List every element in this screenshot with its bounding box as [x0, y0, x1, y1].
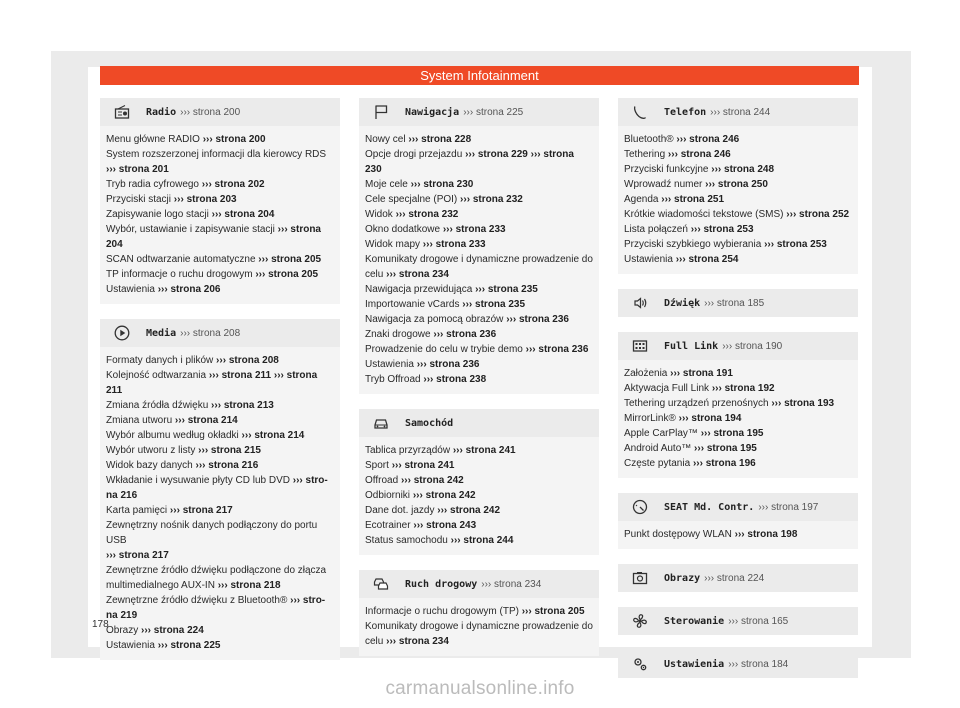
full-link-icon	[632, 338, 648, 354]
speaker-icon	[632, 295, 648, 311]
page-reference-link[interactable]: ››› strona 230	[410, 179, 474, 190]
section-body-nawigacja	[359, 126, 599, 394]
page-reference-link[interactable]: ››› strona 211 ››› strona 211	[106, 370, 318, 396]
section-header-fulllink[interactable]	[618, 332, 858, 360]
list-item	[106, 623, 334, 638]
list-item	[106, 548, 334, 563]
item-text: Krótkie wiadomości tekstowe (SMS)	[624, 209, 787, 220]
item-text: Ustawienia	[106, 640, 158, 651]
page-reference-link[interactable]: ››› strona 217	[169, 505, 233, 516]
list-item	[365, 252, 593, 267]
page-reference-link[interactable]: ››› stro-	[292, 475, 328, 486]
list-item	[365, 237, 593, 252]
list-item	[365, 147, 593, 177]
section-title: Nawigacja	[405, 106, 460, 118]
item-text: Zewnętrzne źródło dźwięku z Bluetooth®	[106, 595, 291, 606]
list-item	[624, 207, 852, 222]
list-item	[365, 604, 593, 619]
page-reference-link[interactable]: ››› strona 224	[141, 625, 204, 636]
list-item	[624, 456, 852, 471]
page-reference-link[interactable]: ››› strona 194	[678, 413, 742, 424]
drive-mode-icon	[632, 499, 648, 515]
item-text: SCAN odtwarzanie automatyczne	[106, 254, 259, 265]
page-reference-link[interactable]: ››› strona 246	[667, 149, 731, 160]
list-item	[624, 396, 852, 411]
list-item	[365, 518, 593, 533]
page-reference-link[interactable]: ››› strona 241	[391, 460, 455, 471]
item-text: Wkładanie i wysuwanie płyty CD lub DVD	[106, 475, 293, 486]
page-reference-link[interactable]: ››› strona 243	[413, 520, 477, 531]
page-banner: System Infotainment	[100, 66, 859, 85]
list-item	[106, 593, 334, 608]
item-text: Android Auto™	[624, 443, 695, 454]
item-text: Wybór utworu z listy	[106, 445, 199, 456]
item-text: Komunikaty drogowe i dynamiczne prowadzenie do	[365, 621, 593, 632]
item-text: Cele specjalne (POI)	[365, 194, 461, 205]
item-text: Obrazy	[106, 625, 142, 636]
item-text: MirrorLink®	[624, 413, 679, 424]
item-text: Menu główne RADIO	[106, 134, 203, 145]
images-icon	[632, 570, 648, 586]
column-middle	[359, 98, 599, 656]
page-reference-link[interactable]: ››› strona 234	[386, 636, 449, 647]
page-reference-link[interactable]: ››› strona 242	[437, 505, 501, 516]
list-item	[365, 619, 593, 634]
page-reference-link[interactable]: ››› strona 253	[690, 224, 754, 235]
section-title: Ruch drogowy	[405, 578, 478, 590]
item-text: Tablica przyrządów	[365, 445, 453, 456]
item-text: Wybór albumu według okładki	[106, 430, 242, 441]
column-left	[100, 98, 340, 660]
list-item	[365, 357, 593, 372]
page-reference-link[interactable]: ››› strona 238	[423, 374, 487, 385]
list-item	[106, 503, 334, 518]
page-reference-link[interactable]: ››› strona 202	[201, 179, 265, 190]
page-reference-link[interactable]: ››› strona 236	[416, 359, 480, 370]
item-text: Przyciski szybkiego wybierania	[624, 239, 765, 250]
list-item	[365, 192, 593, 207]
list-item	[106, 608, 334, 623]
page-reference-link[interactable]: ››› strona 198	[734, 529, 798, 540]
section-body-samochod	[359, 437, 599, 555]
page-reference-link[interactable]: ››› strona 232	[395, 209, 459, 220]
page-number: 178	[92, 619, 109, 630]
item-text: Ecotrainer	[365, 520, 414, 531]
page-reference-link[interactable]: ››› strona 206	[157, 284, 221, 295]
list-item	[106, 368, 334, 398]
page-reference-link[interactable]: ››› strona 251	[661, 194, 725, 205]
item-text: Założenia	[624, 368, 671, 379]
list-item	[365, 488, 593, 503]
page-reference-link[interactable]: ››› strona 242	[400, 475, 464, 486]
page-reference-link[interactable]: ››› strona 214	[174, 415, 238, 426]
page-reference-link[interactable]: ››› strona 232	[460, 194, 523, 205]
page-reference-link[interactable]: ››› strona 236	[433, 329, 497, 340]
item-text: Zmiana utworu	[106, 415, 175, 426]
radio-icon	[114, 104, 130, 120]
page-reference-link[interactable]: ››› strona 200	[202, 134, 266, 145]
list-item	[365, 372, 593, 387]
item-text: Opcje drogi przejazdu	[365, 149, 466, 160]
page-reference-link[interactable]: na 219	[106, 610, 138, 621]
page-reference-link[interactable]: ››› strona 228	[408, 134, 472, 145]
page-reference-link[interactable]: ››› strona 205	[255, 269, 319, 280]
list-item	[106, 518, 334, 548]
page-reference-link[interactable]: ››› strona 204	[106, 224, 321, 250]
section-body-ruch	[359, 598, 599, 656]
page-reference-link[interactable]: ››› strona 233	[442, 224, 506, 235]
page-reference-link[interactable]: ››› strona 248	[711, 164, 775, 175]
section-body-radio	[100, 126, 340, 304]
list-item	[106, 162, 334, 177]
page-reference-link[interactable]: ››› strona 233	[422, 239, 486, 250]
page-reference-link[interactable]: ››› strona 250	[705, 179, 768, 190]
section-title: Radio	[146, 106, 177, 118]
item-text: Zapisywanie logo stacji	[106, 209, 212, 220]
list-item	[365, 327, 593, 342]
item-text: Kolejność odtwarzania	[106, 370, 209, 381]
list-item	[106, 222, 334, 252]
section-ref[interactable]: ››› strona 185	[704, 297, 765, 309]
section-header-telefon[interactable]	[618, 98, 858, 126]
item-text: Wprowadź numer	[624, 179, 706, 190]
list-item	[624, 411, 852, 426]
page-reference-link[interactable]: ››› strona 203	[173, 194, 237, 205]
item-text: celu	[365, 636, 387, 647]
list-item	[106, 398, 334, 413]
page-reference-link[interactable]: ››› strona 208	[216, 355, 279, 366]
page-reference-link[interactable]: ››› strona 254	[675, 254, 739, 265]
section-title: Obrazy	[664, 572, 701, 584]
page-reference-link[interactable]: ››› strona 236	[525, 344, 589, 355]
list-item	[106, 132, 334, 147]
page-reference-link[interactable]: ››› strona 218	[217, 580, 281, 591]
section-header-obrazy[interactable]	[618, 564, 858, 592]
item-text: Formaty danych i plików	[106, 355, 217, 366]
section-header-ustawienia[interactable]	[618, 650, 858, 678]
fan-icon	[632, 613, 648, 629]
page-reference-link[interactable]: ››› strona 205	[258, 254, 322, 265]
item-text: Zewnętrzne źródło dźwięku podłączone do złącza	[106, 565, 327, 576]
item-text: Nowy cel	[365, 134, 409, 145]
item-text: Ustawienia	[624, 254, 676, 265]
page-reference-link[interactable]: ››› strona 246	[676, 134, 740, 145]
page-reference-link[interactable]: ››› strona 244	[450, 535, 514, 546]
list-item	[106, 207, 334, 222]
item-text: Sport	[365, 460, 392, 471]
list-item	[365, 297, 593, 312]
page-reference-link[interactable]: ››› strona 215	[198, 445, 261, 456]
section-title: Telefon	[664, 106, 707, 118]
section-body-seat	[618, 521, 858, 549]
item-text: Zewnętrzny nośnik danych podłączony do portu USB	[106, 520, 318, 546]
list-item	[365, 267, 593, 282]
page-reference-link[interactable]: ››› strona 236	[506, 314, 569, 325]
list-item	[624, 441, 852, 456]
page-reference-link[interactable]: ››› strona 234	[386, 269, 449, 280]
section-ref[interactable]: ››› strona 244	[710, 106, 771, 118]
item-text: Tethering urządzeń przenośnych	[624, 398, 772, 409]
item-text: Ustawienia	[365, 359, 417, 370]
item-text: Znaki drogowe	[365, 329, 434, 340]
section-ref[interactable]: ››› strona 200	[180, 106, 241, 118]
item-text: Okno dodatkowe	[365, 224, 443, 235]
list-item	[365, 282, 593, 297]
item-text: Moje cele	[365, 179, 411, 190]
item-text: Komunikaty drogowe i dynamiczne prowadzenie do	[365, 254, 593, 265]
list-item	[624, 132, 852, 147]
item-text: Dane dot. jazdy	[365, 505, 438, 516]
list-item	[624, 426, 852, 441]
page-reference-link[interactable]: ››› strona 235	[475, 284, 538, 295]
list-item	[624, 147, 852, 162]
settings-icon	[632, 656, 648, 672]
list-item	[624, 527, 852, 542]
page-reference-link[interactable]: ››› strona 204	[211, 209, 275, 220]
item-text: multimedialnego AUX-IN	[106, 580, 218, 591]
section-title: Sterowanie	[664, 615, 725, 627]
item-text: Częste pytania	[624, 458, 693, 469]
section-header-nawigacja[interactable]	[359, 98, 599, 126]
list-item	[624, 162, 852, 177]
item-text: Apple CarPlay™	[624, 428, 701, 439]
page-reference-link[interactable]: ››› strona 235	[462, 299, 526, 310]
list-item	[365, 473, 593, 488]
section-header-seat[interactable]	[618, 493, 858, 521]
list-item	[365, 443, 593, 458]
list-item	[106, 252, 334, 267]
list-item	[624, 237, 852, 252]
item-text: Widok bazy danych	[106, 460, 196, 471]
section-header-media[interactable]	[100, 319, 340, 347]
section-body-fulllink	[618, 360, 858, 478]
list-item	[106, 282, 334, 297]
section-title: Dźwięk	[664, 297, 701, 309]
section-ref[interactable]: ››› strona 224	[704, 572, 765, 584]
section-header-samochod[interactable]	[359, 409, 599, 437]
list-item	[106, 267, 334, 282]
list-item	[106, 192, 334, 207]
page-reference-link[interactable]: ››› strona 242	[412, 490, 476, 501]
page-reference-link[interactable]: ››› strona 217	[106, 550, 169, 561]
section-body-media	[100, 347, 340, 660]
section-title: Full Link	[664, 340, 719, 352]
list-item	[624, 381, 852, 396]
item-text: Odbiorniki	[365, 490, 413, 501]
page-reference-link[interactable]: na 216	[106, 490, 138, 501]
page-reference-link[interactable]: ››› strona 196	[692, 458, 756, 469]
list-item	[106, 177, 334, 192]
list-item	[365, 634, 593, 649]
page-reference-link[interactable]: ››› strona 205	[521, 606, 585, 617]
list-item	[365, 207, 593, 222]
item-text: Aktywacja Full Link	[624, 383, 712, 394]
section-ref[interactable]: ››› strona 190	[722, 340, 783, 352]
section-ref[interactable]: ››› strona 197	[758, 501, 819, 513]
page-reference-link[interactable]: ››› strona 225	[157, 640, 221, 651]
flag-icon	[373, 104, 389, 120]
list-item	[624, 177, 852, 192]
item-text: Tryb Offroad	[365, 374, 424, 385]
item-text: Widok	[365, 209, 396, 220]
item-text: Agenda	[624, 194, 662, 205]
list-item	[624, 366, 852, 381]
list-item	[365, 458, 593, 473]
list-item	[106, 147, 334, 162]
item-text: TP informacje o ruchu drogowym	[106, 269, 256, 280]
page-reference-link[interactable]: ››› strona 216	[195, 460, 259, 471]
list-item	[624, 192, 852, 207]
list-item	[624, 222, 852, 237]
section-title: Media	[146, 327, 177, 339]
section-ref[interactable]: ››› strona 234	[481, 578, 542, 590]
page-reference-link[interactable]: ››› strona 195	[700, 428, 764, 439]
page-reference-link[interactable]: ››› strona 252	[786, 209, 850, 220]
list-item	[365, 312, 593, 327]
car-icon	[373, 415, 389, 431]
list-item	[624, 252, 852, 267]
list-item	[365, 342, 593, 357]
item-text: Zmiana źródła dźwięku	[106, 400, 212, 411]
section-body-telefon	[618, 126, 858, 274]
item-text: Przyciski stacji	[106, 194, 174, 205]
section-header-ruch[interactable]	[359, 570, 599, 598]
item-text: celu	[365, 269, 387, 280]
page-reference-link[interactable]: ››› strona 229 ››› strona 230	[365, 149, 574, 175]
section-header-sterowanie[interactable]	[618, 607, 858, 635]
page-reference-link[interactable]: ››› strona 192	[711, 383, 775, 394]
page-reference-link[interactable]: ››› strona 201	[106, 164, 169, 175]
item-text: Nawigacja przewidująca	[365, 284, 476, 295]
list-item	[365, 503, 593, 518]
page-reference-link[interactable]: ››› strona 214	[241, 430, 305, 441]
page-reference-link[interactable]: ››› stro-	[290, 595, 326, 606]
page-reference-link[interactable]: ››› strona 253	[764, 239, 827, 250]
page-reference-link[interactable]: ››› strona 191	[670, 368, 733, 379]
list-item	[106, 428, 334, 443]
item-text: Status samochodu	[365, 535, 451, 546]
list-item	[106, 578, 334, 593]
list-item	[365, 533, 593, 548]
item-text: Bluetooth®	[624, 134, 677, 145]
section-ref[interactable]: ››› strona 184	[728, 658, 789, 670]
item-text: Nawigacja za pomocą obrazów	[365, 314, 507, 325]
phone-icon	[632, 104, 648, 120]
section-ref[interactable]: ››› strona 225	[463, 106, 524, 118]
list-item	[106, 638, 334, 653]
list-item	[365, 177, 593, 192]
page-reference-link[interactable]: ››› strona 213	[211, 400, 274, 411]
list-item	[106, 413, 334, 428]
item-text: Wybór, ustawianie i zapisywanie stacji	[106, 224, 278, 235]
list-item	[106, 563, 334, 578]
item-text: Ustawienia	[106, 284, 158, 295]
item-text: Karta pamięci	[106, 505, 170, 516]
item-text: Tryb radia cyfrowego	[106, 179, 202, 190]
page-reference-link[interactable]: ››› strona 193	[771, 398, 835, 409]
page-reference-link[interactable]: ››› strona 241	[452, 445, 516, 456]
item-text: Prowadzenie do celu w trybie demo	[365, 344, 526, 355]
list-item	[106, 458, 334, 473]
section-header-dzwiek[interactable]	[618, 289, 858, 317]
section-title: Ustawienia	[664, 658, 725, 670]
list-item	[106, 488, 334, 503]
item-text: Informacje o ruchu drogowym (TP)	[365, 606, 522, 617]
traffic-icon	[373, 576, 389, 592]
list-item	[365, 222, 593, 237]
watermark: carmanualsonline.info	[385, 678, 575, 699]
play-icon	[114, 325, 130, 341]
section-title: Samochód	[405, 417, 454, 429]
item-text: Przyciski funkcyjne	[624, 164, 712, 175]
item-text: System rozszerzonej informacji dla kierowcy RDS	[106, 149, 327, 160]
page-reference-link[interactable]: ››› strona 195	[694, 443, 757, 454]
item-text: Punkt dostępowy WLAN	[624, 529, 735, 540]
item-text: Lista połączeń	[624, 224, 691, 235]
section-ref[interactable]: ››› strona 208	[180, 327, 241, 339]
section-header-radio[interactable]	[100, 98, 340, 126]
item-text: Widok mapy	[365, 239, 423, 250]
section-ref[interactable]: ››› strona 165	[728, 615, 789, 627]
list-item	[106, 473, 334, 488]
list-item	[365, 132, 593, 147]
item-text: Importowanie vCards	[365, 299, 463, 310]
list-item	[106, 353, 334, 368]
item-text: Offroad	[365, 475, 401, 486]
section-title: SEAT Md. Contr.	[664, 501, 755, 513]
column-right	[618, 98, 858, 678]
list-item	[106, 443, 334, 458]
item-text: Tethering	[624, 149, 668, 160]
